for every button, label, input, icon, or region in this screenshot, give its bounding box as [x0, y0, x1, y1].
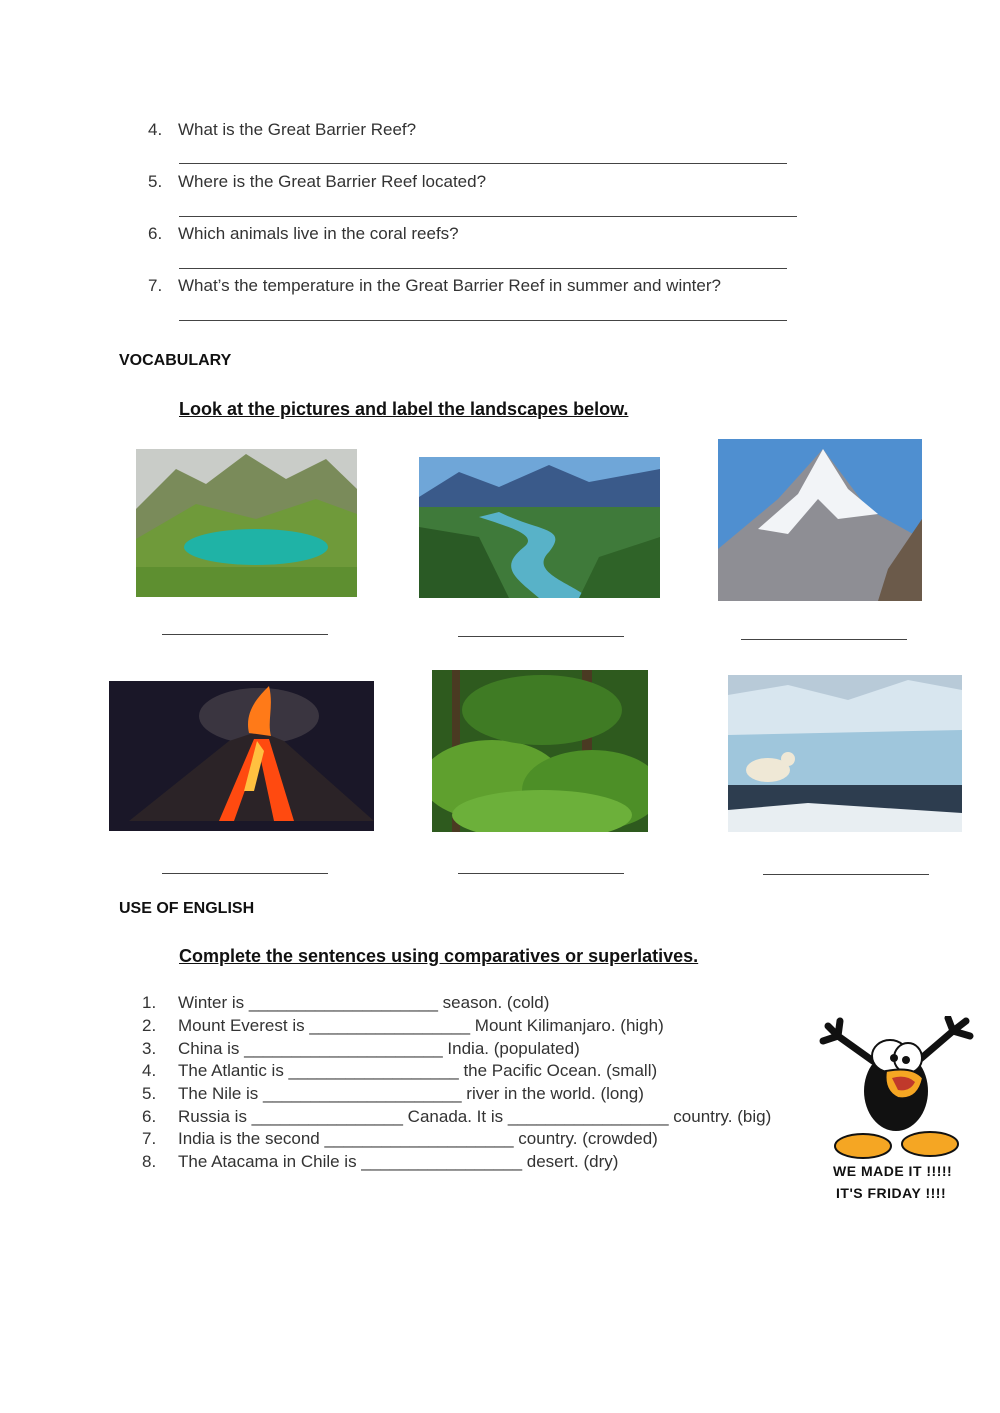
sentence-2: 2. Mount Everest is _________________ Mount Kilimanjaro. (high) — [142, 1016, 664, 1035]
cartoon-caption-line-1: WE MADE IT !!!!! — [833, 1163, 953, 1179]
use-of-english-heading: USE OF ENGLISH — [119, 900, 255, 917]
question-5: 5. Where is the Great Barrier Reef located? — [148, 172, 487, 191]
label-line-6[interactable] — [763, 874, 929, 875]
answer-line-4[interactable] — [179, 163, 787, 164]
label-line-4[interactable] — [162, 873, 328, 874]
mountain-peak-picture — [718, 439, 922, 601]
answer-line-6[interactable] — [179, 268, 787, 269]
use-of-english-instruction: Complete the sentences using comparatives or superlatives. — [179, 946, 699, 966]
question-7: 7. What’s the temperature in the Great Barrier Reef in summer and winter? — [148, 276, 721, 295]
question-6: 6. Which animals live in the coral reefs? — [148, 224, 459, 243]
vocabulary-instruction: Look at the pictures and label the landscapes below. — [179, 399, 629, 419]
sentence-4: 4. The Atlantic is __________________ the Pacific Ocean. (small) — [142, 1061, 658, 1080]
river-valley-picture — [419, 457, 660, 598]
lake-picture — [136, 449, 357, 597]
volcano-picture — [109, 681, 374, 831]
vocabulary-heading: VOCABULARY — [119, 352, 232, 369]
jungle-picture — [432, 670, 648, 832]
sentence-8: 8. The Atacama in Chile is _________________ desert. (dry) — [142, 1152, 619, 1171]
answer-line-5[interactable] — [179, 216, 797, 217]
label-line-3[interactable] — [741, 639, 907, 640]
label-line-2[interactable] — [458, 636, 624, 637]
sentence-5: 5. The Nile is _____________________ river in the world. (long) — [142, 1084, 644, 1103]
sentence-6: 6. Russia is ________________ Canada. It is _________________ country. (big) — [142, 1107, 772, 1126]
answer-line-7[interactable] — [179, 320, 787, 321]
polar-ice-picture — [728, 675, 962, 832]
question-4: 4. What is the Great Barrier Reef? — [148, 120, 417, 139]
label-line-1[interactable] — [162, 634, 328, 635]
cartoon-caption-line-2: IT'S FRIDAY !!!! — [836, 1185, 947, 1201]
label-line-5[interactable] — [458, 873, 624, 874]
sentence-3: 3. China is _____________________ India. (populated) — [142, 1039, 580, 1058]
sentence-7: 7. India is the second ____________________ country. (crowded) — [142, 1129, 658, 1148]
sentence-1: 1. Winter is ____________________ season. (cold) — [142, 993, 550, 1012]
